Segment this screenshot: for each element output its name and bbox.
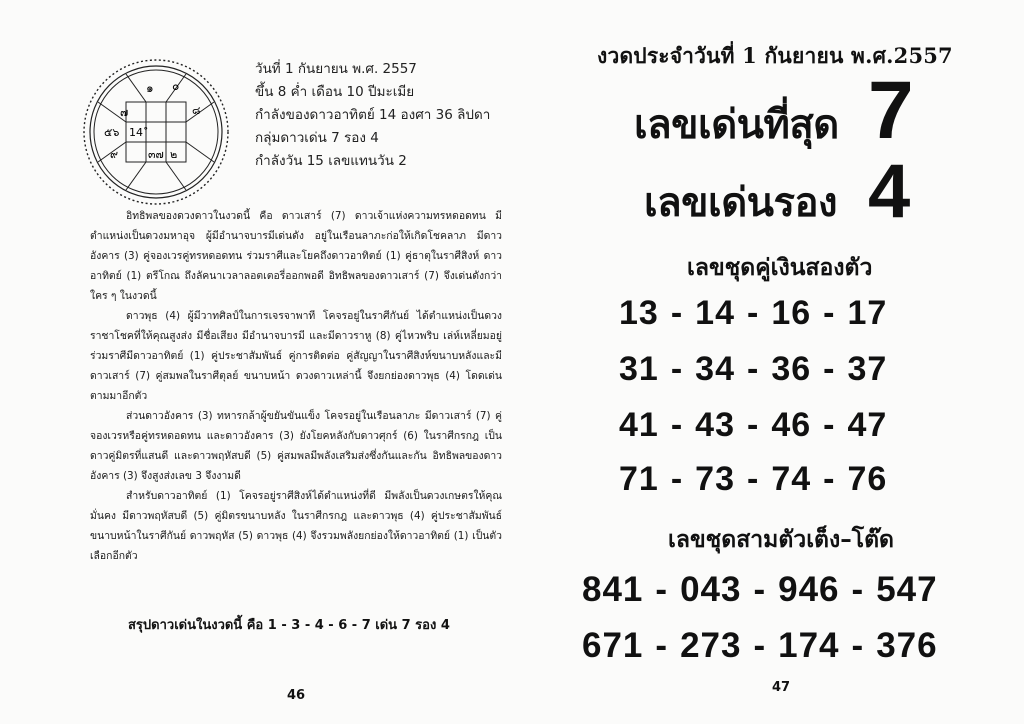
wheel-house-1: ๑ — [146, 81, 154, 95]
pairs-row-1 — [619, 294, 887, 333]
paragraph-mars: ส่วนดาวอังคาร (3) ทหารกล้าผู้ขยันขันแข็ง โคจรอยู่ในเรือนลาภะ มีดาวเสาร์ (7) คู่จองเวรหรือคู่ทรหดอดทน และดาวอังคาร (3) ยังโยคหลังกับดาวศุกร์ (6) ในราศีกรกฎ เป็นดาวคู่มิตรที่แสนดี และดาวพฤหัสบดี (5) คู่สมพลมีพลังเสริมส่งซึ่งกันและกัน อิทธิพลของดาวอังคาร (3) จึงสูงส่งเลข 3 จึงงามดี — [90, 410, 502, 482]
second-number-line — [644, 170, 837, 234]
pair-number: 73 — [695, 460, 735, 498]
pair-number: 31 — [619, 350, 659, 388]
separator: - — [670, 350, 684, 388]
wheel-house-5: ๕๖ — [104, 126, 120, 139]
separator: - — [655, 570, 669, 609]
separator: - — [851, 626, 865, 665]
info-date: วันที่ 1 กันยายน พ.ศ. 2557 — [255, 61, 417, 77]
triples-row-1 — [582, 570, 938, 610]
wheel-info — [255, 58, 490, 173]
wheel-house-8: ๒ — [170, 148, 178, 161]
pair-number: 43 — [695, 406, 735, 444]
paragraph-saturn: อิทธิพลของดวงดาวในงวดนี้ คือ ดาวเสาร์ (7) ดาวเจ้าแห่งความทรหดอดทน มีตำแหน่งเป็นดวงมหาอุจ ผู้มีอำนาจบารมีเด่นดัง อยู่ในเรือนลาภะก่อให้เกิดโชคลาภ มีดาวอังคาร (3) คู่จองเวรคู่ทรหดอดทน ร่วมราศีและโยคถึงดาวอาทิตย์ (1) คู่ธาตุในราศีสิงห์ ดาวอาทิตย์ (1) ตรีโกณ ถึงลัคนาเวลาลอตเตอรี่ออกพอดี อิทธิพลของดาวเสาร์ (7) จึงเด่นดังกว่าใคร ๆ ในงวดนี้ — [90, 210, 502, 302]
pair-number: 76 — [847, 460, 888, 498]
triple-number: 043 — [680, 570, 742, 609]
pair-number: 47 — [847, 406, 888, 444]
pairs-row-4 — [619, 460, 887, 499]
separator: - — [655, 626, 669, 665]
pair-number: 17 — [847, 294, 888, 332]
draw-date-title: งวดประจำวันที่ 1 กันยายน พ.ศ.2557 — [597, 43, 953, 68]
summary-line: สรุปดาวเด่นในงวดนี้ คือ 1 - 3 - 4 - 6 - 7 เด่น 7 รอง 4 — [128, 618, 450, 633]
wheel-house-2: ๐ — [172, 79, 180, 93]
pairs-row-2 — [619, 350, 887, 389]
page-number-left: 46 — [287, 688, 306, 703]
separator: - — [823, 460, 836, 498]
pair-number: 41 — [619, 406, 659, 444]
separator: - — [823, 406, 836, 444]
separator: - — [670, 294, 684, 332]
info-star-group: กลุ่มดาวเด่น 7 รอง 4 — [255, 130, 379, 146]
triples-row-2 — [582, 626, 938, 666]
pair-number: 34 — [695, 350, 735, 388]
pair-number: 36 — [771, 350, 812, 388]
pair-number: 13 — [619, 294, 659, 332]
separator: - — [746, 460, 760, 498]
separator: - — [823, 350, 836, 388]
separator: - — [670, 406, 684, 444]
pair-number: 46 — [771, 406, 812, 444]
triple-number: 376 — [876, 626, 938, 665]
top-number-value: 7 — [868, 65, 914, 156]
second-number-value: 4 — [868, 149, 911, 234]
wheel-house-6: ๙ — [110, 148, 119, 161]
pair-number: 37 — [847, 350, 888, 388]
triple-number: 841 — [582, 570, 644, 609]
top-number-line — [634, 92, 839, 156]
separator: - — [823, 294, 836, 332]
article-body — [90, 206, 502, 566]
triple-number: 547 — [876, 570, 938, 609]
separator: - — [746, 294, 760, 332]
horoscope-wheel — [82, 58, 230, 206]
wheel-house-7: ๓๗ — [148, 148, 164, 161]
triple-number: 273 — [680, 626, 742, 665]
info-sun-power: กำลังของดาวอาทิตย์ 14 องศา 36 ลิปดา — [255, 107, 491, 123]
separator: - — [753, 626, 767, 665]
pairs-row-3 — [619, 406, 887, 445]
pair-number: 71 — [619, 460, 659, 498]
second-number-label: เลขเด่นรอง — [644, 180, 838, 226]
separator: - — [851, 570, 865, 609]
triple-number: 174 — [778, 626, 840, 665]
pair-number: 16 — [771, 294, 812, 332]
top-number-label: เลขเด่นที่สุด — [634, 102, 839, 148]
wheel-house-4: ๗ — [120, 106, 129, 119]
triple-number: 671 — [582, 626, 644, 665]
separator: - — [670, 460, 684, 498]
pair-number: 14 — [695, 294, 735, 332]
triple-number: 946 — [778, 570, 840, 609]
separator: - — [746, 350, 760, 388]
paragraph-sun: สำหรับดาวอาทิตย์ (1) โคจรอยู่ราศีสิงห์ได้ตำแหน่งที่ดี มีพลังเป็นดวงเกษตรให้คุณมั่นคง มีดาวพฤหัสบดี (5) คู่มิตรขนาบหลัง ในราศีกรกฎ และดาวพุธ (4) คู่ประชาสัมพันธ์ขนาบหน้าในราศีกันย์ ดาวพฤหัส (5) ดาวพุธ (4) จึงรวมพลังยกย่องให้ดาวอาทิตย์ (1) เป็นตัวเลือกอีกตัว — [90, 490, 502, 562]
info-lunar: ขึ้น 8 ค่ำ เดือน 10 ปีมะเมีย — [255, 84, 415, 100]
page-number-right: 47 — [772, 680, 791, 695]
paragraph-mercury: ดาวพุธ (4) ผู้มีวาทศิลป์ในการเจรจาพาที โคจรอยู่ในราศีกันย์ ได้ตำแหน่งเป็นดวงราชาโชคที่ให้คุณสูงส่ง มีชื่อเสียง มีอำนาจบารมี และมีดาวราหู (8) คู่ไหวพริบ เล่ห์เหลี่ยมอยู่ร่วมราศีมีดาวอาทิตย์ (1) คู่ประชาสัมพันธ์ คู่การติดต่อ คู่สัญญาในราศีสิงห์ขนาบหลังและมีดาวเสาร์ (7) คู่สมพลในราศีตุลย์ ขนาบหน้า ดวงดาวเหล่านี้ จึงยกย่องดาวพุธ (4) โดดเด่น ตามมาอีกตัว — [90, 310, 502, 402]
wheel-center-value: 14˚ — [129, 126, 149, 139]
wheel-house-3: ๘ — [192, 104, 201, 117]
pairs-title: เลขชุดคู่เงินสองตัว — [687, 255, 873, 281]
pair-number: 74 — [771, 460, 812, 498]
separator: - — [753, 570, 767, 609]
info-day-power: กำลังวัน 15 เลขแทนวัน 2 — [255, 153, 407, 169]
triples-title: เลขชุดสามตัวเต็ง–โต๊ด — [668, 527, 894, 553]
separator: - — [746, 406, 760, 444]
